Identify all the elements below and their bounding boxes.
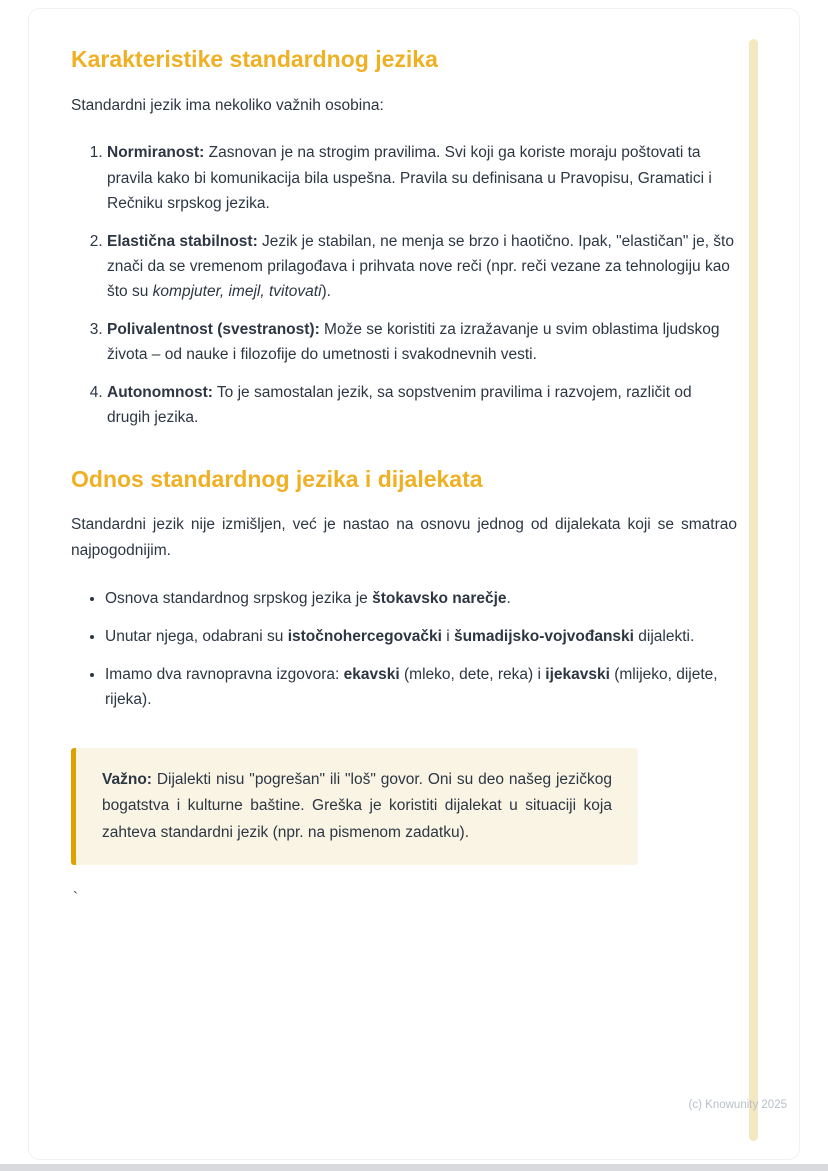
dialects-bullet-list	[71, 586, 737, 712]
text-run: Osnova standardnog srpskog jezika je	[105, 589, 373, 607]
bold-text-run: istočnohercegovački	[287, 627, 442, 645]
text-run: Unutar njega, odabrani su	[105, 627, 288, 645]
text-run: ).	[321, 283, 331, 300]
text-run: Može se koristiti za izražavanje u svim oblastima ljudskog života – od nauke i filozofije do umetnosti i svakodnevnih vesti.	[107, 321, 720, 364]
bold-text-run: Elastična stabilnost:	[107, 232, 258, 250]
text-run: To je samostalan jezik, sa sopstvenim pravilima i razvojem, različit od drugih jezika.	[107, 384, 692, 427]
list-item	[107, 380, 737, 430]
characteristics-ordered-list	[71, 140, 737, 430]
text-run: Dijalekti nisu "pogrešan" ili "loš" govor. Oni su deo našeg jezičkog bogatstva i kulturne baštine. Greška je koristiti dijalekat u situaciji koja zahteva standardni jezik (npr. na pismenom zadatku).	[102, 771, 612, 841]
text-run: Imamo dva ravnopravna izgovora:	[105, 665, 344, 683]
bold-text-run: Polivalentnost (svestranost):	[107, 321, 320, 339]
list-item	[105, 586, 737, 611]
list-item	[107, 229, 737, 304]
bold-text-run: ekavski	[343, 665, 400, 683]
stray-backtick: `	[73, 889, 78, 907]
list-item	[105, 662, 737, 712]
list-item	[107, 317, 737, 367]
important-callout	[71, 748, 638, 865]
bold-text-run: šumadijsko-vojvođanski	[453, 627, 634, 645]
intro-paragraph: Standardni jezik ima nekoliko važnih osobina:	[71, 96, 384, 114]
list-item	[105, 624, 737, 649]
bold-text-run: ijekavski	[545, 665, 610, 683]
bold-text-run: Autonomnost:	[107, 384, 213, 402]
text-run: i	[441, 627, 454, 645]
text-run: .	[506, 589, 511, 607]
italic-text-run: kompjuter, imejl, tvitovati	[152, 283, 322, 300]
page-bottom-gap	[0, 1164, 828, 1171]
document-content	[71, 9, 737, 906]
callout-text	[102, 767, 612, 846]
bold-text-run: Normiranost:	[107, 144, 205, 162]
text-run: (mleko, dete, reka) i	[399, 665, 546, 683]
text-run: Zasnovan je na strogim pravilima. Svi koji ga koriste moraju poštovati ta pravila kako bi komunikacija bila uspešna. Pravila su definisana u Pravopisu, Gramatici i Rečniku srpskog jezika.	[107, 144, 712, 212]
list-item	[107, 140, 737, 215]
section-heading-odnos: Odnos standardnog jezika i dijalekata	[71, 465, 483, 492]
text-run: (mlijeko, dijete, rijeka).	[105, 665, 718, 708]
footer-copyright: (c) Knowunity 2025	[688, 1099, 787, 1111]
bold-text-run: Važno:	[102, 771, 152, 788]
text-run: dijalekti.	[633, 627, 695, 645]
document-page	[28, 8, 800, 1160]
section-heading-karakteristike: Karakteristike standardnog jezika	[71, 46, 438, 72]
text-run: Jezik je stabilan, ne menja se brzo i haotično. Ipak, "elastičan" je, što znači da se vremenom prilagođava i prihvata nove reči (npr. reči vezane za tehnologiju kao što su	[107, 232, 734, 300]
page-edge-stripe	[749, 39, 758, 1141]
bold-text-run: štokavsko narečje	[372, 589, 507, 607]
odnos-paragraph: Standardni jezik nije izmišljen, već je nastao na osnovu jednog od dijalekata koji se smatrao najpogodnijim.	[71, 516, 737, 559]
